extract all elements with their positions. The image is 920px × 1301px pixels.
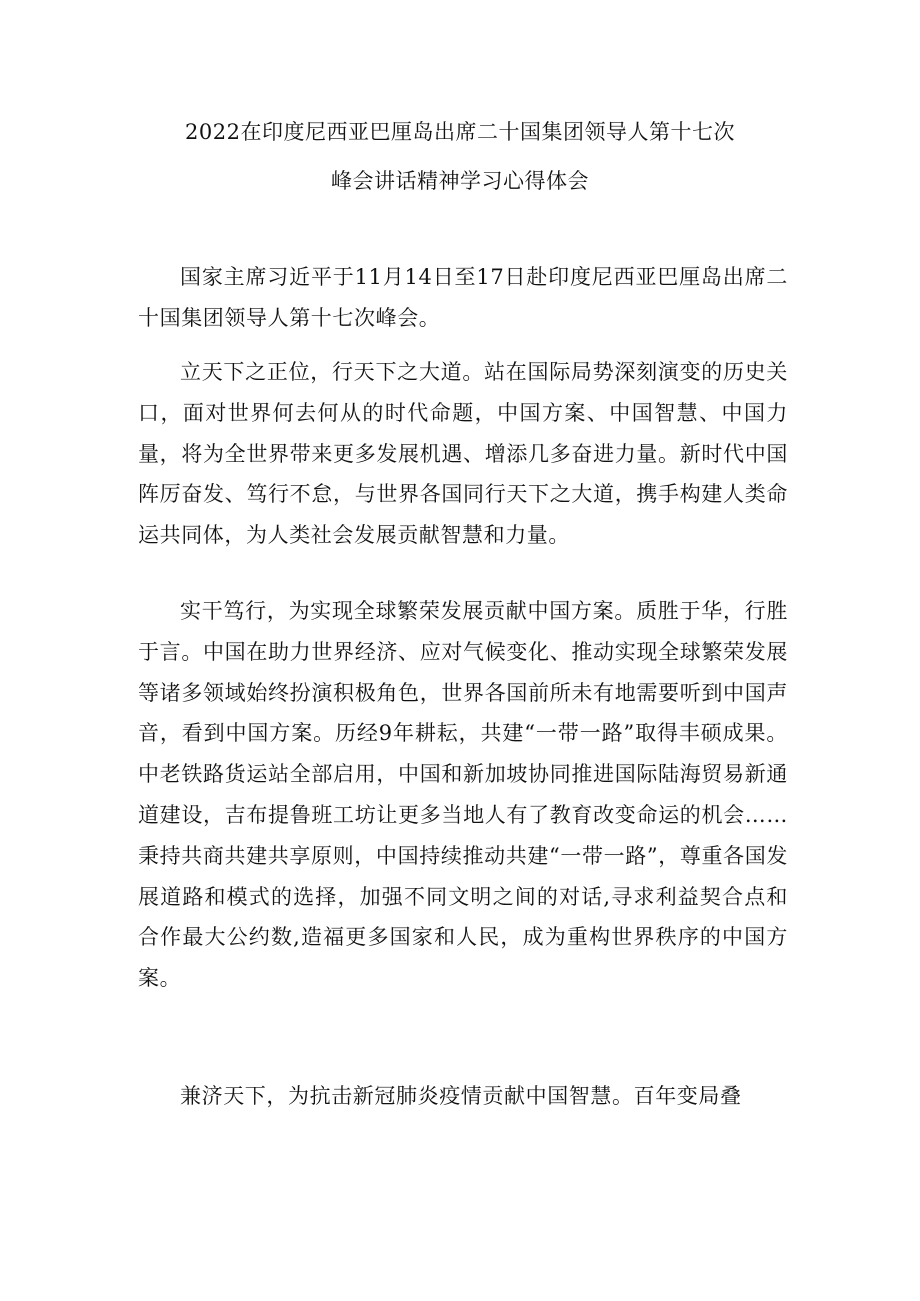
body-paragraph-3: 实干笃行，为实现全球繁荣发展贡献中国方案。质胜于华，行胜于言。中国在助力世界经济、应对气候变化、推动实现全球繁荣发展等诸多领域始终扮演积极角色，世界各国前所未有地需要听到中国声音，看到中国方案。历经9年耕耘，共建“一带一路”取得丰硕成果。中老铁路货运站全部启用，中国和新加坡协同推进国际陆海贸易新通道建设，吉布提鲁班工坊让更多当地人有了教育改变命运的机会……秉持共商共建共享原则，中国持续推动共建“一带一路”，尊重各国发展道路和模式的选择，加强不同文明之间的对话,寻求利益契合点和合作最大公约数,造福更多国家和人民，成为重构世界秩序的中国方案。: [138, 599, 788, 991]
document-title-line-1: 2022在印度尼西亚巴厘岛出席二十国集团领导人第十七次: [185, 120, 735, 144]
body-paragraph-4: 兼济天下，为抗击新冠肺炎疫情贡献中国智慧。百年变局叠: [180, 1084, 742, 1108]
body-paragraph-2: 立天下之正位，行天下之大道。站在国际局势深刻演变的历史关口，面对世界何去何从的时代命题，中国方案、中国智慧、中国力量，将为全世界带来更多发展机遇、增添几多奋进力量。新时代中国阵厉奋发、笃行不怠，与世界各国同行天下之大道，携手构建人类命运共同体，为人类社会发展贡献智慧和力量。: [138, 360, 788, 548]
body-paragraph-1: 国家主席习近平于11月14日至17日赴印度尼西亚巴厘岛出席二十国集团领导人第十七次峰会。: [138, 265, 788, 330]
document-title-line-2: 峰会讲话精神学习心得体会: [331, 169, 589, 193]
